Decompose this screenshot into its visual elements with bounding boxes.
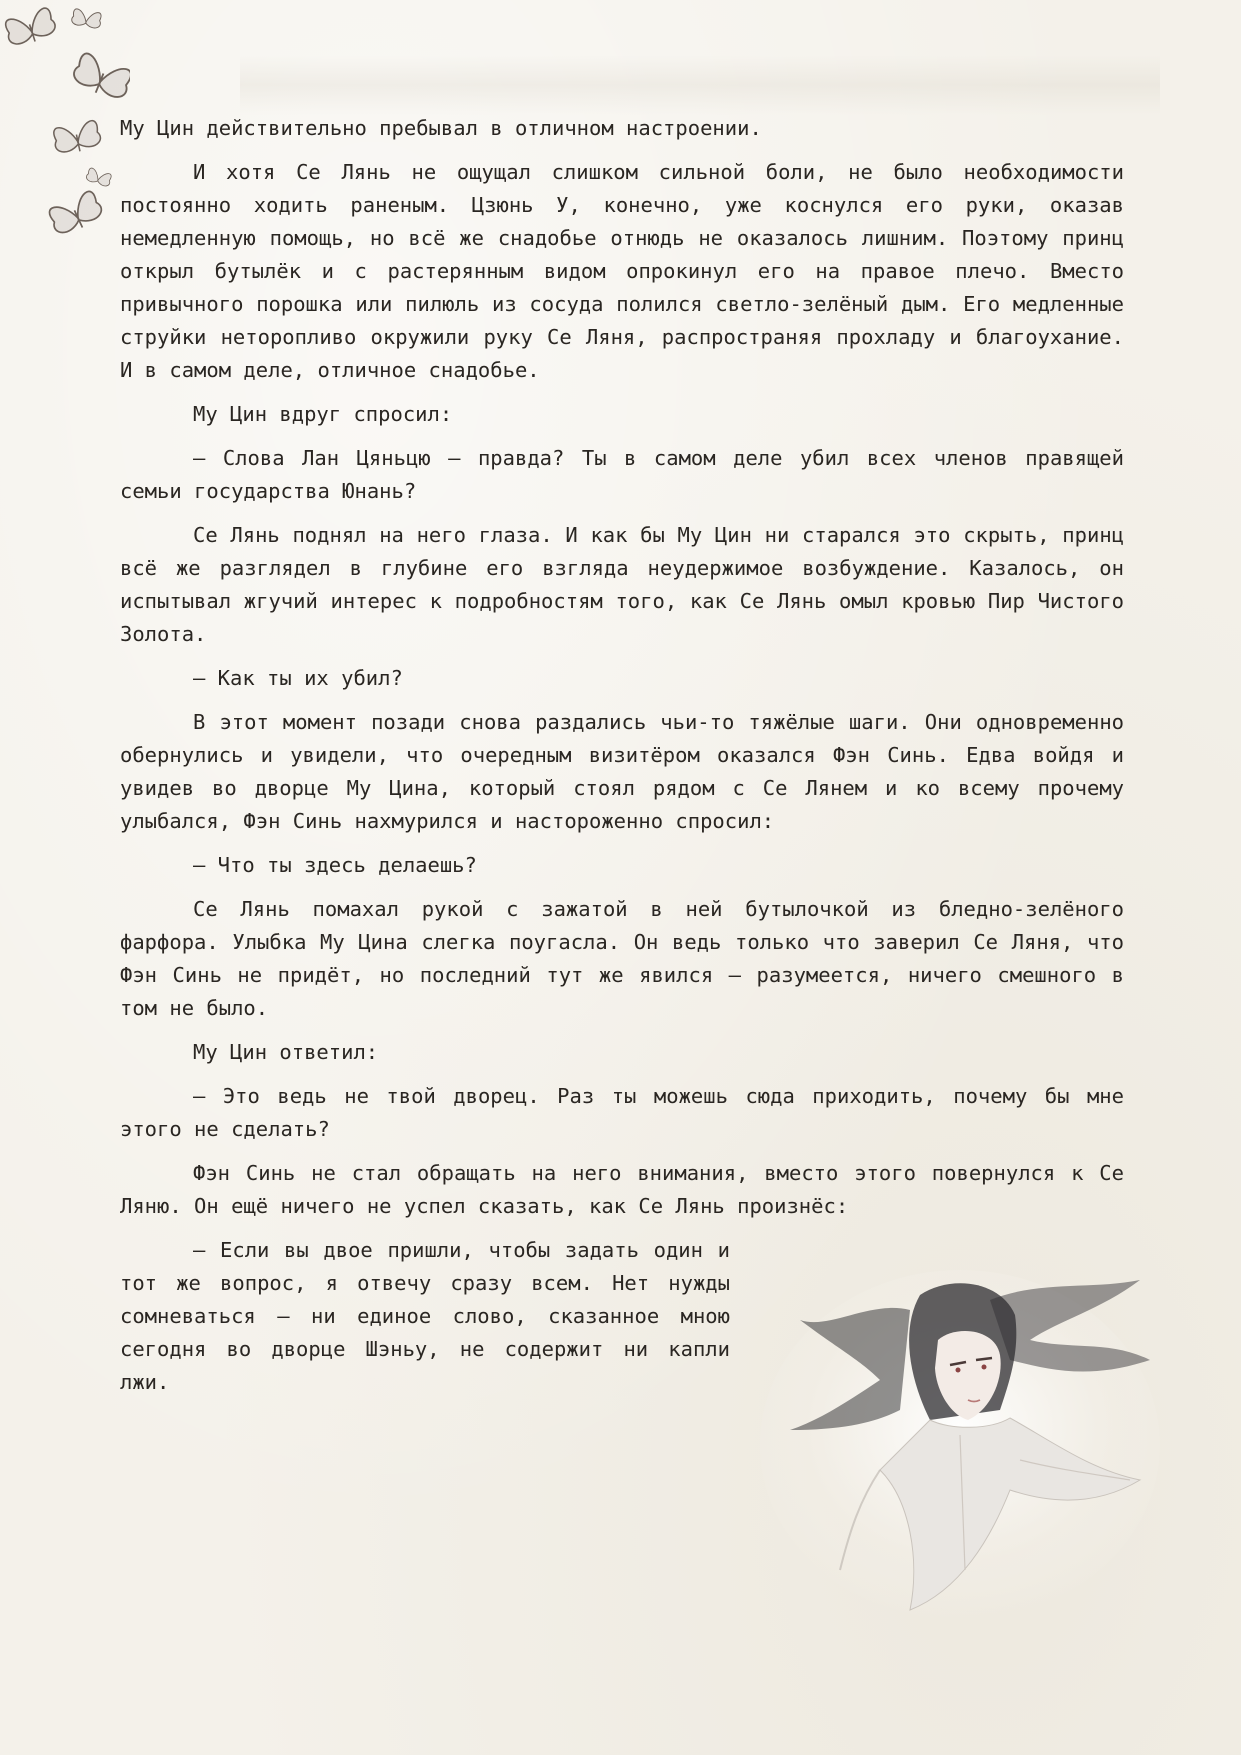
paragraph: Фэн Синь не стал обращать на него внимания, вместо этого повернулся к Се Ляню. Он ещё ничего не успел сказать, как Се Лянь произнёс: — [120, 1161, 1124, 1218]
paragraph: Се Лянь поднял на него глаза. И как бы Му Цин ни старался это скрыть, принц всё же разглядел в глубине его взгляда неудержимое возбуждение. Казалось, он испытывал жгучий интерес к подробностям того, как Се Лянь омыл кровью Пир Чистого Золота. — [120, 523, 1124, 646]
paragraph: И хотя Се Лянь не ощущал слишком сильной боли, не было необходимости постоянно ходить раненым. Цзюнь У, конечно, уже коснулся его руки, оказав немедленную помощь, но всё же снадобье отнюдь не оказалось лишним. Поэтому принц открыл бутылёк и с растерянным видом опрокинул его на правое плечо. Вместо привычного порошка или пилюль из сосуда полился светло-зелёный дым. Его медленные струйки неторопливо окружили руку Се Ляня, распространяя прохладу и благоухание. И в самом деле, отличное снадобье. — [120, 160, 1124, 382]
paragraph: — Что ты здесь делаешь? — [193, 853, 477, 877]
paragraph: Му Цин действительно пребывал в отличном настроении. — [120, 116, 762, 140]
paragraph: — Слова Лан Цяньцю — правда? Ты в самом деле убил всех членов правящей семьи государства Юнань? — [120, 446, 1124, 503]
paragraph: — Если вы двое пришли, чтобы задать один и тот же вопрос, я отвечу сразу всем. Нет нужды сомневаться — ни единое слово, сказанное мною сегодня во дворце Шэньу, не содержит ни капли лжи. — [120, 1238, 730, 1394]
butterfly-icon — [0, 0, 130, 260]
paragraph: Се Лянь помахал рукой с зажатой в ней бутылочкой из бледно-зелёного фарфора. Улыбка Му Цина слегка поугасла. Он ведь только что заверил Се Ляня, что Фэн Синь не придёт, но последний тут же явился — разумеется, ничего смешного в том не было. — [120, 897, 1124, 1020]
paper-texture-band — [240, 55, 1160, 115]
paragraph: Му Цин вдруг спросил: — [193, 402, 453, 426]
paragraph: — Как ты их убил? — [193, 666, 403, 690]
body-text — [120, 112, 1124, 1410]
paragraph: — Это ведь не твой дворец. Раз ты можешь сюда приходить, почему бы мне этого не сделать? — [120, 1084, 1124, 1141]
paragraph: В этот момент позади снова раздались чьи-то тяжёлые шаги. Они одновременно обернулись и увидели, что очередным визитёром оказался Фэн Синь. Едва войдя и увидев во дворце Му Цина, который стоял рядом с Се Лянем и ко всему прочему улыбался, Фэн Синь нахмурился и настороженно спросил: — [120, 710, 1124, 833]
paragraph: Му Цин ответил: — [193, 1040, 379, 1064]
